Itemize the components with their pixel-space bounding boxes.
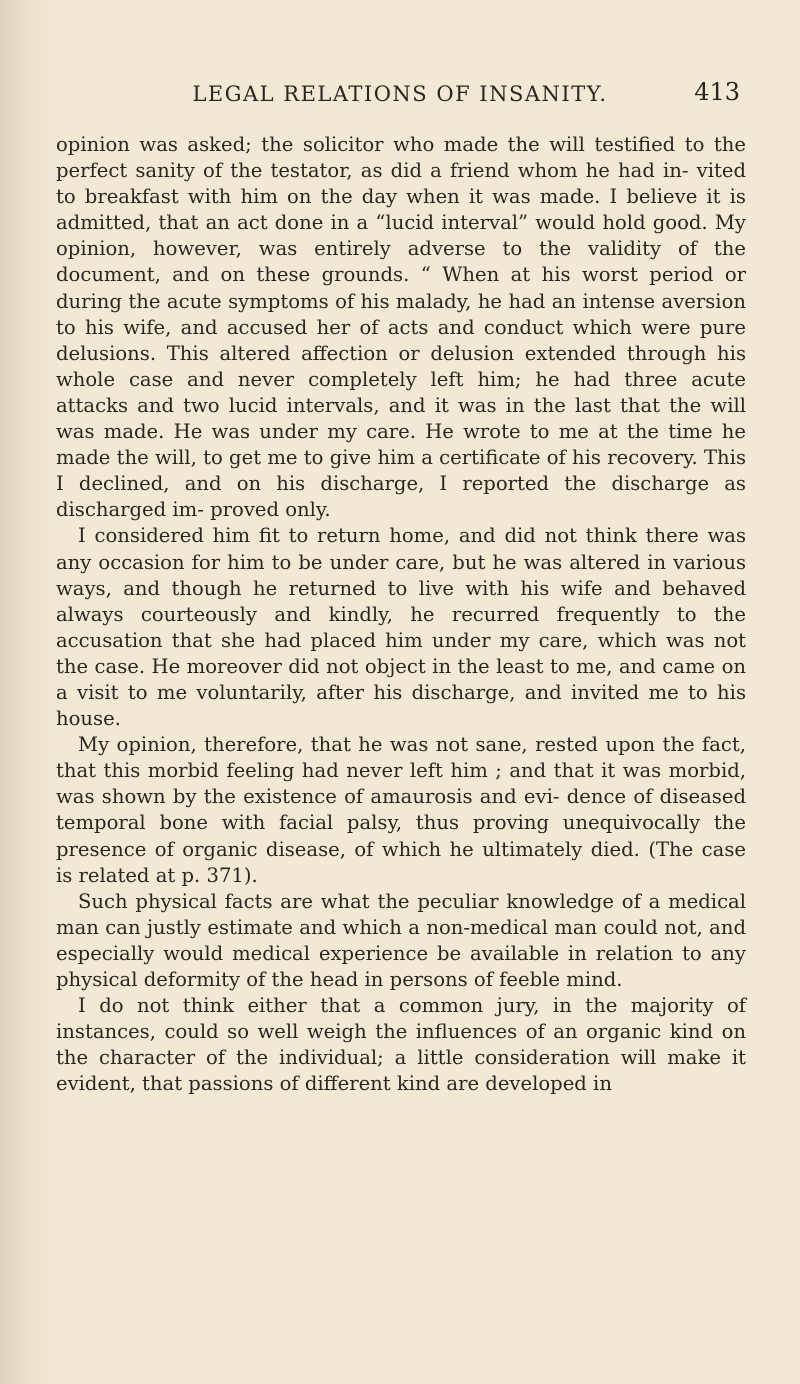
paragraph-2: I considered him fit to return home, and did not think there was any occasion for him to be under care, but he was altered in various ways, and though he returned to live with his wife and behaved always courteously and kindly, he recurred frequently to the accusation that she had placed him under my care, which was not the case. He moreover did not object in the least to me, and came on a visit to me voluntarily, after his discharge, and invited me to his house. [56,524,746,731]
page-header [60,78,740,118]
paragraph-4: Such physical facts are what the peculiar knowledge of a medical man can justly estimate and which a non-medical man could not, and especially would medical experience be available in relation to any physical deformity of the head in persons of feeble mind. [56,889,746,991]
body-text [56,132,746,1097]
running-head: LEGAL RELATIONS OF INSANITY. [192,82,608,106]
paragraph-1: opinion was asked; the solicitor who made the will testified to the perfect sanity of the testator, as did a friend whom he had in- vited to breakfast with him on the day when it was made. I believe it is admitted, that an act done in a “lucid interval” would hold good. My opinion, however, was entirely adverse to the validity of the document, and on these grounds. “ When at his worst period or during the acute symptoms of his malady, he had an intense aversion to his wife, and accused her of acts and conduct which were pure delusions. This altered affection or delusion extended through his whole case and never completely left him; he had three acute attacks and two lucid intervals, and it was in the last that the will was made. He was under my care. He wrote to me at the time he made the will, to get me to give him a certificate of his recovery. This I declined, and on his discharge, I reported the discharge as discharged im- proved only. [56,133,746,522]
paragraph-5: I do not think either that a common jury, in the majority of instances, could so well weigh the influences of an organic kind on the character of the individual; a little consideration will make it evident, that passions of different kind are developed in [56,994,746,1096]
paragraph-3: My opinion, therefore, that he was not sane, rested upon the fact, that this morbid feeling had never left him ; and that it was morbid, was shown by the existence of amaurosis and evi- dence of diseased temporal bone with facial palsy, thus proving unequivocally the presence of organic disease, of which he ultimately died. (The case is related at p. 371). [56,733,746,887]
page-number: 413 [694,78,740,106]
